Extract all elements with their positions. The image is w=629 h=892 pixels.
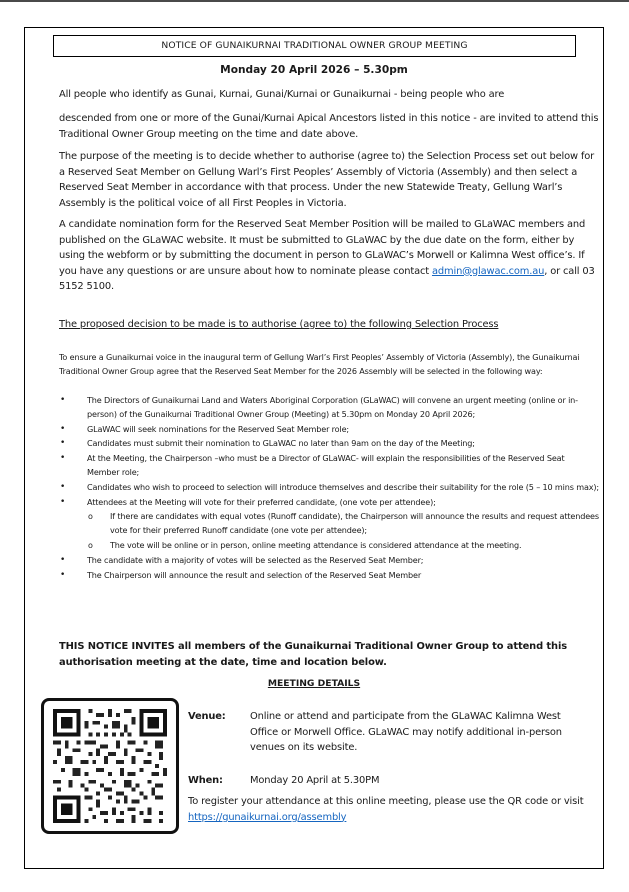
venue-value: Online or attend and participate from the GLaWAC Kalimna West Office or Morwell Office. GLaWAC may notify additional in-person venues on its website. [250,711,562,754]
venue-row [188,709,588,759]
bullet-icon: • [60,481,66,492]
decision-heading: The proposed decision to be made is to authorise (agree to) the following Selection Process [59,319,499,330]
top-border-bar [0,0,629,2]
eligibility-paragraph-line1: All people who identify as Gunai, Kurnai, Gunai/Kurnai or Gunaikurnai - being people who are [59,89,505,100]
bullet-icon: • [60,453,66,464]
bullet-icon: • [60,438,66,449]
nomination-paragraph [59,217,599,295]
list-item: • The Chairperson will announce the result and selection of the Reserved Seat Member [59,569,599,583]
sub-list-item: o If there are candidates with equal votes (Runoff candidate), the Chairperson will announce the results and request attendees vote for their preferred Runoff candidate (one vote per attendee); [88,511,599,536]
nomination-text: A candidate nomination form for the Reserved Seat Member Position will be mailed to GLaWAC members and published on the GLaWAC website. It must be submitted to GLaWAC by the due date on the form, either by using the webform or by submitting the document in person to GLaWAC’s Morwell or Kalimna West office’s. If you have any questions or are unsure about how to nominate please contact [59,219,586,277]
admin-email-link[interactable]: admin@glawac.com.au [431,265,545,277]
when-value: Monday 20 April at 5.30PM [250,775,380,786]
meeting-date-heading: Monday 20 April 2026 – 5.30pm [220,64,408,76]
list-item: • Candidates who wish to proceed to selection will introduce themselves and describe their suitability for the role (5 – 10 mins max); [59,481,599,495]
notice-page [24,27,604,869]
sub-list-item: o The vote will be online or in person, online meeting attendance is considered attendance at the meeting. [59,539,599,553]
purpose-paragraph: The purpose of the meeting is to decide whether to authorise (agree to) the Selection Process set out below for a Reserved Seat Member on Gellung Warl’s First Peoples’ Assembly of Victoria (Assembly) and then select a Reserved Seat Member in accordance with that process. Under the new Statewide Treaty, Gellung Warl’s Assembly is the political voice of all First Peoples in Victoria. [59,151,595,209]
when-row [188,773,588,789]
list-item: • The candidate with a majority of votes will be selected as the Reserved Seat Member; [59,554,599,568]
meeting-details-heading: MEETING DETAILS [267,678,361,689]
bullet-icon: • [60,395,66,405]
nomination-phone-text: , or call 03 5152 5100. [59,265,595,293]
list-item: • GLaWAC will seek nominations for the Reserved Seat Member role; [59,423,599,437]
bullet-icon: • [60,423,66,434]
notice-title: NOTICE OF GUNAIKURNAI TRADITIONAL OWNER GROUP MEETING [53,35,576,57]
eligibility-paragraph-rest: descended from one or more of the Gunai/Kurnai Apical Ancestors listed in this notice - are invited to attend this Traditional Owner Group meeting on the time and date above. [59,113,599,140]
venue-label: Venue: [188,711,226,722]
invitation-lead: THIS NOTICE INVITES [59,641,175,652]
qr-code-graphic [52,709,168,823]
list-item: • At the Meeting, the Chairperson –who must be a Director of GLaWAC- will explain the responsibilities of the Reserved Seat Member role; [60,453,565,477]
invitation-text: all members of the Gunaikurnai Traditional Owner Group to attend this authorisation meeting at the date, time and location below. [59,641,568,668]
qr-code-icon[interactable] [41,698,179,834]
bullet-icon: • [60,569,66,580]
sub-bullet-icon: o [88,512,93,522]
list-item: • Candidates must submit their nomination to GLaWAC no later than 9am on the day of the Meeting; [59,437,599,451]
selection-steps-list [59,394,599,583]
when-label: When: [188,775,223,786]
register-text: To register your attendance at this online meeting, please use the QR code or visit [188,796,584,807]
assembly-registration-link[interactable]: https://gunaikurnai.org/assembly [188,811,347,823]
register-instructions [188,794,588,825]
list-item: • The Directors of Gunaikurnai Land and Waters Aboriginal Corporation (GLaWAC) will convene an urgent meeting (online or in-person) of the Gunaikurnai Traditional Owner Group (Meeting) at 5.30pm on Monday 20 April 2026; [60,395,578,419]
bullet-icon: • [60,496,66,507]
sub-bullet-icon: o [88,540,93,550]
bullet-icon: • [60,554,66,565]
list-item: • Attendees at the Meeting will vote for their preferred candidate, (one vote per attendee); [59,496,599,510]
selection-intro: To ensure a Gunaikurnai voice in the inaugural term of Gellung Warl’s First Peoples’ Assembly of Victoria (Assembly), the Gunaikurnai Traditional Owner Group agree that the Reserved Seat Member for the 2026 Assembly will be selected in the following way: [59,352,580,376]
invitation-statement [59,639,599,671]
